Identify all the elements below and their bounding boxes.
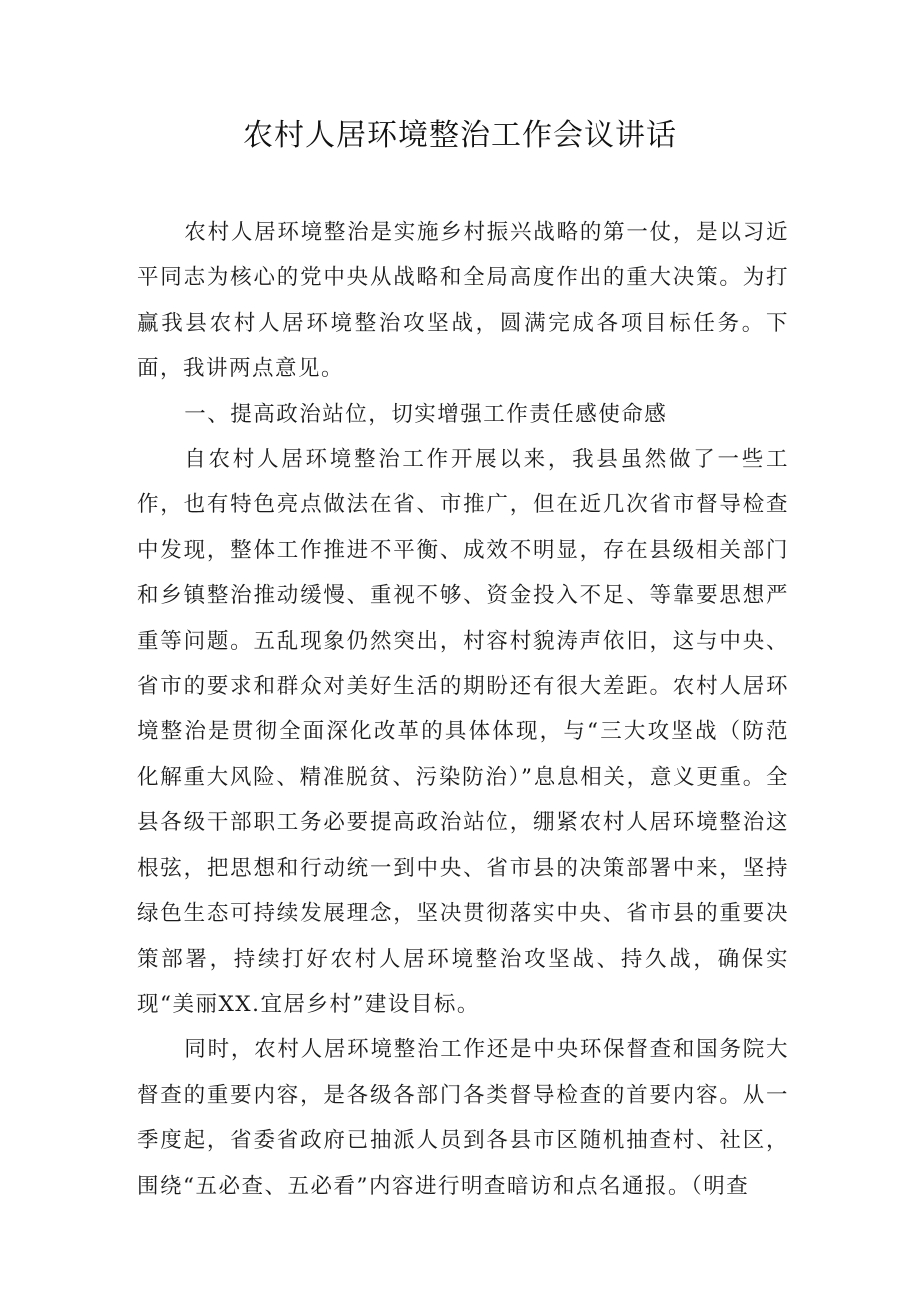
document-title: 农村人居环境整治工作会议讲话 [243, 118, 677, 153]
section-heading: 一、提高政治站位，切实增强工作责任感使命感 [184, 401, 668, 427]
body-paragraph: 自农村人居环境整治工作开展以来，我县虽然做了一些工作，也有特色亮点做法在省、市推广，但在近几次省市督导检查中发现，整体工作推进不平衡、成效不明显，存在县级相关部门和乡镇整治推动缓慢、重视不够、资金投入不足、等靠要思想严重等问题。五乱现象仍然突出，村容村貌涛声依旧，这与中央、省市的要求和群众对美好生活的期盼还有很大差距。农村人居环境整治是贯彻全面深化改革的具体体现，与“三大攻坚战（防范化解重大风险、精准脱贫、污染防治）”息息相关，意义更重。全县各级干部职工务必要提高政治站位，绷紧农村人居环境整治这根弦，把思想和行动统一到中央、省市县的决策部署中来，坚持绿色生态可持续发展理念，坚决贯彻落实中央、省市县的重要决策部署，持续打好农村人居环境整治攻坚战、持久战，确保实现“美丽XX.宜居乡村”建设目标。 [137, 447, 789, 1017]
document-body [137, 210, 789, 1209]
body-paragraph: 同时，农村人居环境整治工作还是中央环保督查和国务院大督查的重要内容，是各级各部门各类督导检查的首要内容。从一季度起，省委省政府已抽派人员到各县市区随机抽查村、社区，围绕“五必查、五必看”内容进行明查暗访和点名通报。（明查 [137, 1037, 789, 1199]
intro-paragraph: 农村人居环境整治是实施乡村振兴战略的第一仗，是以习近平同志为核心的党中央从战略和全局高度作出的重大决策。为打赢我县农村人居环境整治攻坚战，圆满完成各项目标任务。下面，我讲两点意见。 [137, 220, 789, 382]
